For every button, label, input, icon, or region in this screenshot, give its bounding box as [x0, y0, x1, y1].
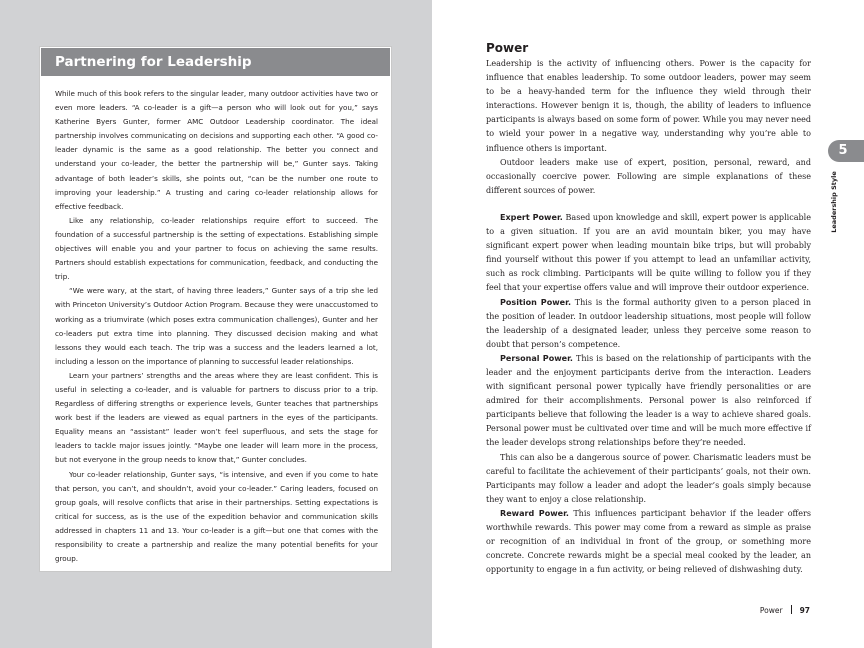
power-term: Position Power.	[500, 297, 572, 307]
power-term: Personal Power.	[500, 353, 573, 363]
main-body	[486, 57, 811, 577]
footer-section: Power	[759, 606, 783, 615]
power-term: Expert Power.	[500, 212, 563, 222]
power-description: This is based on the relationship of participants with the leader and the enjoyment participants derive from the interaction. Leaders with significant personal power typically have friendly personalities or are admired for their accomplishments. Personal power is also reinforced if participants believe that following the leader is a way to achieve shared goals. Personal power must be cultivated over time and will be much more effective if the leader develops strong relationships before they’re needed.	[486, 353, 811, 448]
sidebar-title: Partnering for Leadership	[41, 48, 390, 76]
footer-divider	[791, 605, 792, 614]
section-heading: Power	[486, 41, 529, 55]
chapter-tab: 5	[828, 140, 864, 162]
sidebar-box	[39, 46, 392, 572]
intro-paragraph: Outdoor leaders make use of expert, position, personal, reward, and occasionally coercive power. Following are simple explanations of these different sources of power.	[486, 157, 811, 195]
power-description: This influences participant behavior if the leader offers worthwhile rewards. This power may come from a reward as simple as praise or recognition of an individual in front of the group, or something more concrete. Concrete rewards might be a special meal cooked by the leader, an opportunity to engage in a fun activity, or being relieved of dishwashing duty.	[486, 508, 812, 575]
power-paragraph-charisma	[486, 451, 811, 507]
page-footer	[760, 605, 810, 615]
sidebar-body	[55, 87, 378, 566]
power-paragraph-expert	[486, 211, 811, 296]
power-description: This can also be a dangerous source of power. Charismatic leaders must be careful to facilitate the achievement of their participants’ goals, not their own. Participants may follow a leader and adopt the leader’s goals simply because they want to enjoy a close relationship.	[486, 452, 811, 504]
power-term: Reward Power.	[500, 508, 569, 518]
chapter-label: Leadership Style	[830, 171, 838, 233]
page-number: 97	[799, 606, 810, 615]
power-paragraph-position	[486, 296, 811, 352]
sidebar-paragraph: While much of this book refers to the singular leader, many outdoor activities have two or even more leaders. “A co-leader is a gift—a person who will look out for you,” says Katherine Byers Gunter, former AMC Outdoor Leadership coordinator. The ideal partnership involves communicating on decisions and supporting each other. “A good co-leader dynamic is the same as a good relationship. The better you connect and understand your co-leader, the better the partnership will be,” Gunter says. Taking advantage of both leader’s skills, she points out, “can be the number one route to improving your leadership.” A trusting and caring co-leader relationship allows for effective feedback.	[55, 89, 378, 211]
sidebar-paragraph: Learn your partners’ strengths and the areas where they are least confident. This is useful in selecting a co-leader, and is valuable for partners to discuss prior to a trip. Regardless of differing strengths or experience levels, Gunter teaches that partnerships work best if the leaders are viewed as equal partners in the eyes of the participants. Equality means an “assistant” leader won’t feel superfluous, and sets the stage for leaders to tackle major issues jointly. “Maybe one leader will learn more in the process, but not everyone in the group needs to know that,” Gunter concludes.	[55, 370, 378, 465]
power-description: Based upon knowledge and skill, expert power is applicable to a given situation. If you are an avid mountain biker, you may have significant expert power when leading mountain bike trips, but will probably find yourself without this power if you attempt to lead an unfamiliar activity, such as rock climbing. Participants will be quite willing to follow you if they feel that your expertise offers value and will improve their outdoor experience.	[486, 212, 812, 293]
power-paragraph-reward	[486, 507, 811, 577]
sidebar-paragraph: Your co-leader relationship, Gunter says, “is intensive, and even if you come to hate that person, you can’t, and shouldn’t, avoid your co-leader.” Caring leaders, focused on group goals, will resolve conflicts that arise in their partnerships. Setting expectations is critical for success, as is the use of the expedition behavior and communication skills addressed in chapters 11 and 13. Your co-leader is a gift—but one that comes with the responsibility to create a partnership and realize the many potential benefits for your group.	[55, 469, 378, 564]
sidebar-paragraph: “We were wary, at the start, of having three leaders,” Gunter says of a trip she led with Princeton University’s Outdoor Action Program. Because they were unaccustomed to working as a triumvirate (which poses extra communication challenges), Gunter and her co-leaders put extra time into planning. They discussed decision making and what lessons they would each teach. The trip was a success and the leaders learned a lot, including a lesson on the importance of planning to successful leader relationships.	[55, 286, 378, 366]
power-description: This is the formal authority given to a person placed in the position of leader. In outdoor leadership situations, most people will follow the leadership of a designated leader, unless they perceive some reason to doubt that person’s competence.	[486, 297, 811, 349]
sidebar-paragraph: Like any relationship, co-leader relationships require effort to succeed. The foundation of a successful partnership is the setting of expectations. Establishing simple objectives will enable you and your partner to focus on achieving the same results. Partners should establish expectations for communication, feedback, and conducting the trip.	[55, 215, 378, 282]
power-paragraph-personal	[486, 352, 811, 451]
right-page	[432, 0, 864, 648]
intro-paragraph: Leadership is the activity of influencing others. Power is the capacity for influence that enables leadership. To some outdoor leaders, power may seem to be a heavy-handed term for the influence they wield through their interactions. However benign it is, though, the ability of leaders to influence participants is always based on some form of power. While you may never need to wield your power in a negative way, understanding why you’re able to influence others is important.	[486, 59, 811, 153]
